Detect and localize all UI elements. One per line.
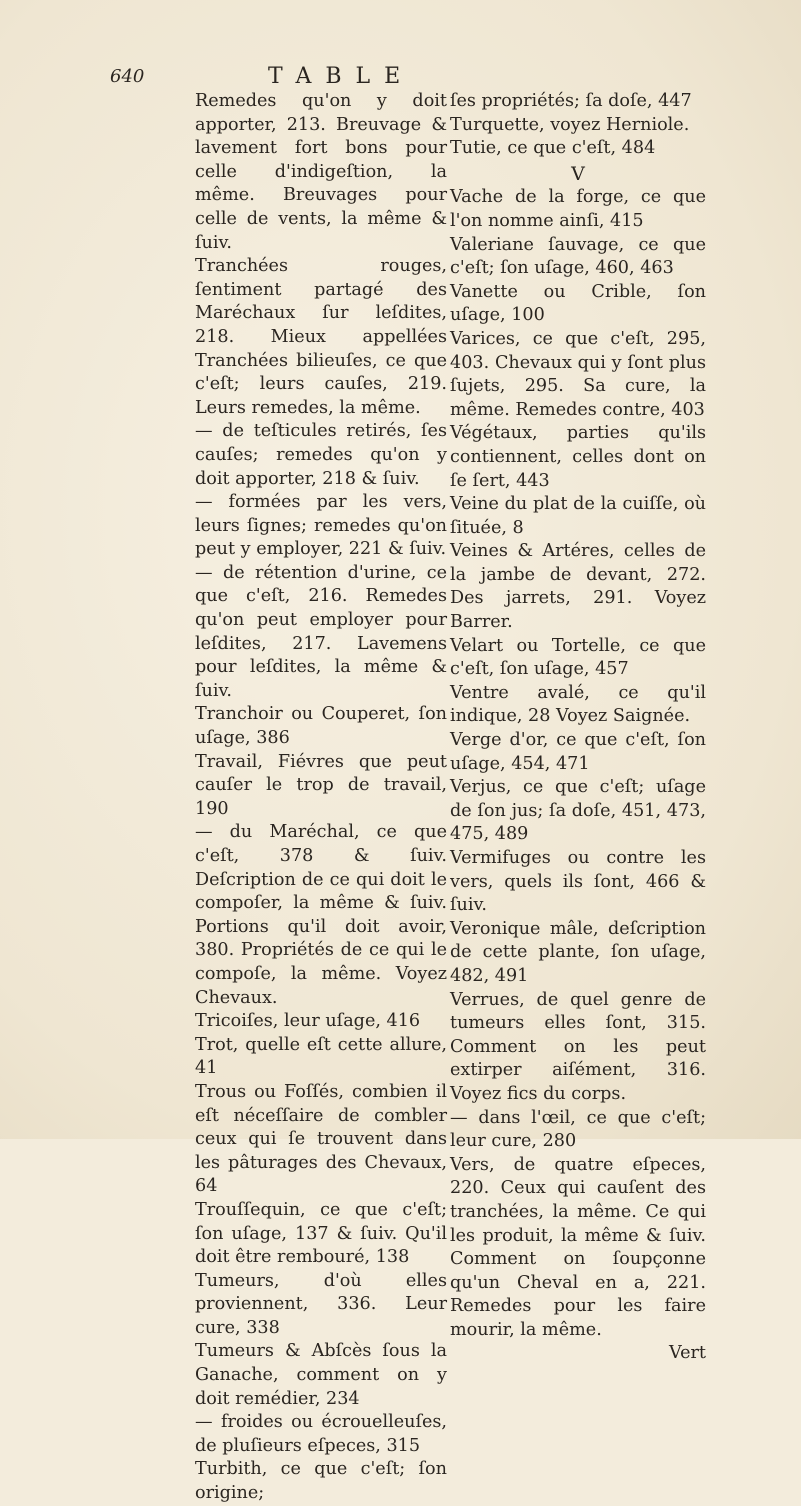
right-column xyxy=(450,90,706,1366)
index-entry: Veine du plat de la cuiſſe, où ſituée, 8 xyxy=(450,494,706,538)
page-header xyxy=(110,66,710,92)
index-entry: — de rétention d'urine, ce que c'eſt, 216. Remedes qu'on peut employer pour leſdites, 217. Lavemens pour leſdites, la même & ſuiv. xyxy=(195,562,447,701)
running-head: TABLE xyxy=(268,64,415,89)
index-entry: Trous ou Foſſés, combien il eſt néceſſaire de combler ceux qui ſe trouvent dans les pâturages des Chevaux, 64 xyxy=(195,1081,447,1197)
index-entry: Ventre avalé, ce qu'il indique, 28 Voyez Saignée. xyxy=(450,682,706,727)
index-entry: Valeriane ſauvage, ce que c'eſt; ſon uſage, 460, 463 xyxy=(450,234,706,279)
index-entry: Verjus, ce que c'eſt; uſage de ſon jus; ſa doſe, 451, 473, 475, 489 xyxy=(450,777,706,845)
index-entry: — froides ou écrouelleuſes, de pluſieurs eſpeces, 315 xyxy=(195,1412,447,1456)
index-entry: Tranchoir ou Couperet, ſon uſage, 386 xyxy=(195,704,447,749)
index-entry: — formées par les vers, leurs ſignes; remedes qu'on peut y employer, 221 & ſuiv. xyxy=(195,492,447,560)
index-entry: Vers, de quatre eſpeces, 220. Ceux qui cauſent des tranchées, la même. Ce qui les produit, la même & ſuiv. Comment on ſoupçonne qu'un Cheval en a, 221. Remedes pour les faire mourir, la même. xyxy=(450,1154,706,1340)
catchword: Vert xyxy=(669,1343,706,1364)
index-entry: Vanette ou Crible, ſon uſage, 100 xyxy=(450,281,706,326)
section-letter: V xyxy=(571,162,585,185)
index-entry: Vache de la forge, ce que l'on nomme ainſi, 415 xyxy=(450,187,706,231)
index-entry: Tranchées rouges, ſentiment partagé des Maréchaux ſur leſdites, 218. Mieux appellées Tranchées bilieuſes, ce que c'eſt; leurs cauſes, 219. Leurs remedes, la même. xyxy=(195,256,447,418)
index-entry: Vermifuges ou contre les vers, quels ils ſont, 466 & ſuiv. xyxy=(450,848,706,916)
index-entry: Tutie, ce que c'eſt, 484 xyxy=(450,138,656,159)
index-entry: Tricoiſes, leur uſage, 416 xyxy=(195,1011,421,1032)
index-entry: Turbith, ce que c'eſt; ſon origine; xyxy=(195,1459,447,1504)
index-entry: Velart ou Tortelle, ce que c'eſt, ſon uſage, 457 xyxy=(450,635,706,680)
index-entry: Tumeurs & Abſcès ſous la Ganache, comment on y doit remédier, 234 xyxy=(195,1341,447,1409)
index-entry: — dans l'œil, ce que c'eſt; leur cure, 280 xyxy=(450,1107,706,1152)
left-column xyxy=(195,90,447,1506)
index-entry: Travail, Fiévres que peut cauſer le trop de travail, 190 xyxy=(195,751,447,819)
index-entry: — du Maréchal, ce que c'eſt, 378 & ſuiv. Deſcription de ce qui doit le compoſer, la même & ſuiv. Portions qu'il doit avoir, 380. Propriétés de ce qui le compoſe, la même. Voyez Chevaux. xyxy=(195,822,447,1008)
index-entry: Verrues, de quel genre de tumeurs elles ſont, 315. Comment on les peut extirper aiſément, 316. Voyez fics du corps. xyxy=(450,989,706,1104)
index-entry: Verge d'or, ce que c'eſt, ſon uſage, 454, 471 xyxy=(450,730,706,774)
index-entry: — de teſticules retirés, ſes cauſes; remedes qu'on y doit apporter, 218 & ſuiv. xyxy=(195,421,447,489)
index-entry: Remedes qu'on y doit apporter, 213. Breuvage & lavement fort bons pour celle d'indigeſtion, la même. Breuvages pour celle de vents, la même & ſuiv. xyxy=(195,91,447,253)
index-entry: Tumeurs, d'où elles proviennent, 336. Leur cure, 338 xyxy=(195,1270,447,1338)
page-number: 640 xyxy=(110,66,145,87)
index-entry: Trot, quelle eſt cette allure, 41 xyxy=(195,1034,447,1079)
index-entry: Varices, ce que c'eſt, 295, 403. Chevaux qui y ſont plus ſujets, 295. Sa cure, la même. Remedes contre, 403 xyxy=(450,328,706,420)
index-entry: Veronique mâle, deſcription de cette plante, ſon uſage, 482, 491 xyxy=(450,918,706,986)
index-entry: ſes propriétés; ſa doſe, 447 xyxy=(450,91,692,111)
index-entry: Veines & Artéres, celles de la jambe de devant, 272. Des jarrets, 291. Voyez Barrer. xyxy=(450,541,706,633)
index-entry: Trouſſequin, ce que c'eſt; ſon uſage, 137 & ſuiv. Qu'il doit être rembouré, 138 xyxy=(195,1199,447,1268)
index-entry: Turquette, voyez Herniole. xyxy=(450,114,690,135)
index-entry: Végétaux, parties qu'ils contiennent, celles dont on ſe ſert, 443 xyxy=(450,423,706,491)
